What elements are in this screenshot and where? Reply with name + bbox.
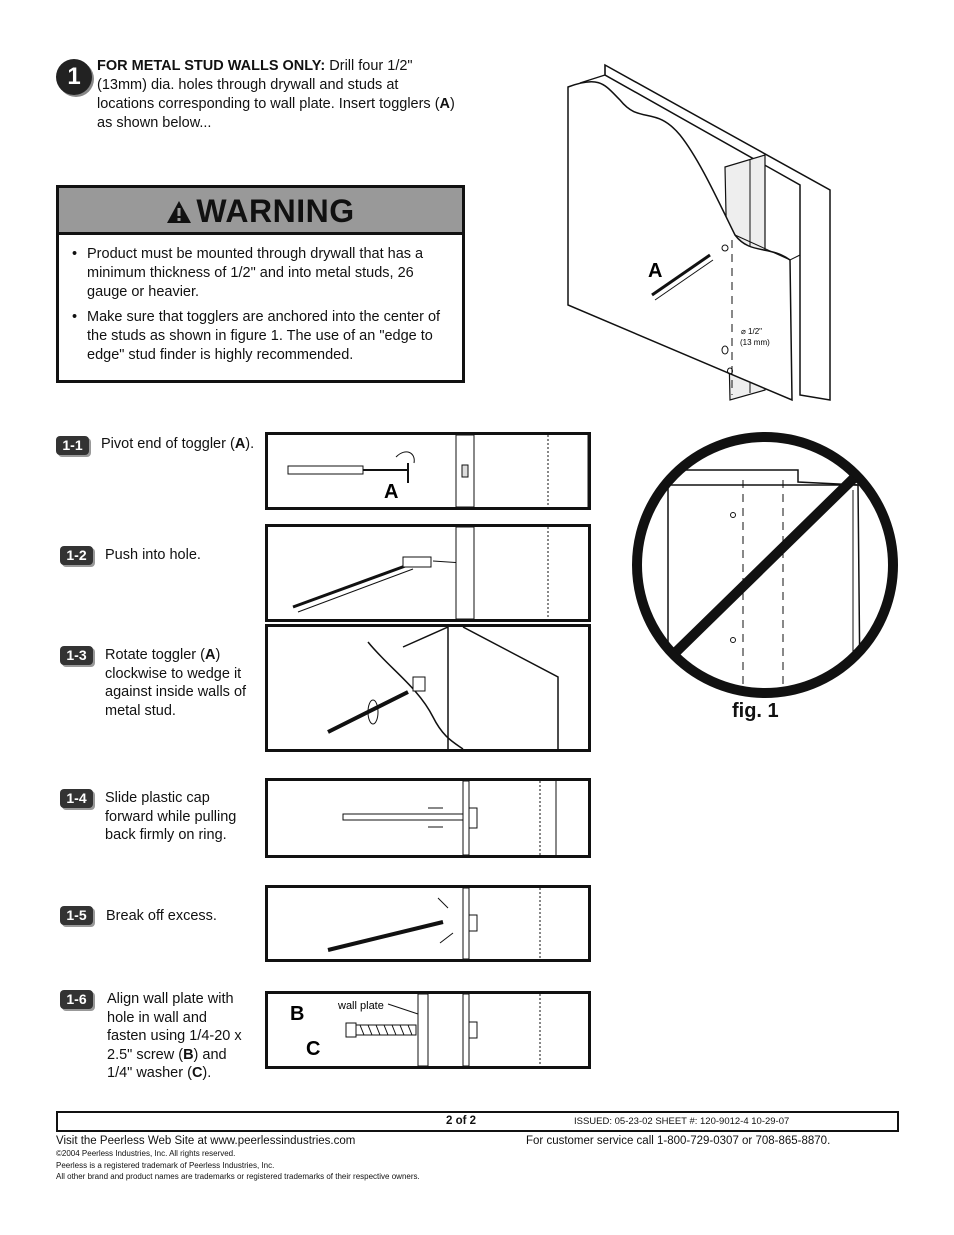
trademark-text: All other brand and product names are trademarks or registered trademarks of their respective owners. bbox=[56, 1172, 420, 1181]
main-diagram-label-a: A bbox=[648, 260, 663, 282]
warning-item: • Product must be mounted through drywall that has a minimum thickness of 1/2" and into metal studs, 26 gauge or heavier. bbox=[69, 245, 450, 302]
warning-item: • Make sure that togglers are anchored into the center of the studs as shown in figure 1. The use of an "edge to edge" stud finder is highly recommended. bbox=[69, 308, 450, 365]
trademark-text: Peerless is a registered trademark of Peerless Industries, Inc. bbox=[56, 1161, 275, 1170]
step-1-instructions bbox=[97, 57, 457, 133]
customer-service-text: For customer service call 1-800-729-0307 or 708-865-8870. bbox=[526, 1135, 831, 1147]
step-1-text: Drill four 1/2" (13mm) dia. holes through drywall and studs at locations corresponding to wall plate. Insert togglers ( bbox=[97, 58, 440, 112]
substep-text bbox=[107, 990, 247, 1083]
substep-1-1-diagram bbox=[265, 432, 591, 510]
part-c-ref: C bbox=[191, 1065, 203, 1081]
substep-badge: 1-6 bbox=[60, 990, 93, 1009]
fig-1-incorrect-placement-diagram bbox=[628, 430, 902, 700]
substep-text-part: Align wall plate with hole in wall and fasten using 1/4-20 x 2.5" screw ( bbox=[107, 991, 242, 1063]
substep-1-6-diagram bbox=[265, 991, 591, 1069]
substep-badge: 1-5 bbox=[60, 906, 93, 925]
wall-toggler-diagram bbox=[560, 55, 845, 425]
issued-info: ISSUED: 05-23-02 SHEET #: 120-9012-4 10-29-07 bbox=[574, 1116, 790, 1127]
warning-triangle-icon bbox=[166, 200, 192, 224]
substep-text bbox=[101, 435, 266, 454]
footer-box bbox=[56, 1111, 899, 1132]
hole-size-label: ⌀ 1/2" bbox=[741, 327, 763, 336]
substep-text-part: ) clockwise to wedge it against inside walls of metal stud. bbox=[105, 647, 247, 719]
warning-list bbox=[69, 245, 450, 365]
copyright-text: ©2004 Peerless Industries, Inc. All rights reserved. bbox=[56, 1149, 236, 1158]
step-1-text-end: ) as shown below... bbox=[97, 96, 455, 131]
substep-text-part: ). bbox=[202, 1065, 212, 1081]
label-c: C bbox=[306, 1038, 321, 1060]
warning-title: WARNING bbox=[196, 193, 355, 229]
label-b: B bbox=[290, 1003, 305, 1025]
substep-badge: 1-3 bbox=[60, 646, 93, 665]
part-a-ref: A bbox=[234, 436, 246, 452]
substep-text-part: ) and 1/4" washer ( bbox=[107, 1046, 227, 1081]
part-a-ref: A bbox=[439, 96, 451, 112]
substep-text-part: ). bbox=[245, 436, 255, 452]
substep-text: Slide plastic cap forward while pulling back firmly on ring. bbox=[105, 790, 237, 843]
wall-plate-label: wall plate bbox=[338, 1000, 384, 1012]
hole-size-mm-label: (13 mm) bbox=[740, 338, 770, 347]
substep-text-part: Rotate toggler ( bbox=[105, 647, 205, 663]
warning-box bbox=[56, 185, 465, 383]
substep-text-part: Pivot end of toggler ( bbox=[101, 436, 235, 452]
substep-text: Break off excess. bbox=[106, 908, 217, 924]
website-text: Visit the Peerless Web Site at www.peerlessindustries.com bbox=[56, 1135, 356, 1147]
step-number-badge: 1 bbox=[56, 59, 92, 95]
warning-header bbox=[59, 188, 462, 235]
substep-text bbox=[105, 646, 265, 720]
substep-1-3-diagram bbox=[265, 624, 591, 752]
substep-1-4-diagram bbox=[265, 778, 591, 858]
substep-1-2-diagram bbox=[265, 524, 591, 622]
fig-1-caption: fig. 1 bbox=[732, 700, 779, 722]
substep-1-5-diagram bbox=[265, 885, 591, 962]
part-a-ref: A bbox=[204, 647, 216, 663]
page-number: 2 of 2 bbox=[446, 1115, 477, 1127]
substep-text: Push into hole. bbox=[105, 547, 201, 563]
substep-badge: 1-1 bbox=[56, 436, 89, 455]
substep-1-1-label-a: A bbox=[384, 481, 399, 503]
substep-badge: 1-4 bbox=[60, 789, 93, 808]
substep-badge: 1-2 bbox=[60, 546, 93, 565]
part-b-ref: B bbox=[183, 1046, 194, 1063]
step-1-heading: FOR METAL STUD WALLS ONLY: bbox=[97, 58, 326, 74]
